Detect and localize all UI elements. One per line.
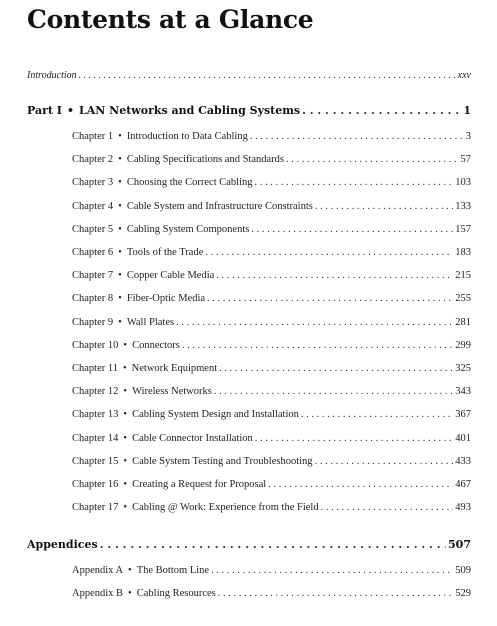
dot-leader — [315, 201, 453, 212]
toc-entry-chapter-title: Cable System and Infrastructure Constraints — [126, 200, 313, 212]
toc-entry-chapter-label — [72, 340, 180, 351]
dot-leader — [255, 177, 454, 188]
toc-entry-appendix-page: 529 — [455, 588, 471, 599]
dot-leader — [321, 502, 454, 513]
dot-leader — [218, 588, 453, 599]
toc-entry-chapter-number: Chapter 10 — [72, 339, 119, 351]
toc-entry-chapter-page: 215 — [455, 270, 471, 282]
toc-entry-chapter-page: 157 — [455, 223, 471, 235]
bullet-separator: • — [118, 316, 122, 328]
bullet-separator: • — [123, 455, 128, 467]
dot-leader — [255, 433, 453, 444]
toc-entry-chapter-number: Chapter 2 — [72, 154, 114, 166]
bullet-separator: • — [122, 363, 127, 374]
toc-entry-chapter-title: Choosing the Correct Cabling — [126, 177, 253, 189]
dot-leader — [268, 479, 453, 490]
toc-entry-chapter-page: 433 — [455, 455, 471, 467]
dot-leader — [301, 409, 453, 420]
toc-entry-appendix-page: 509 — [455, 565, 471, 576]
dot-leader — [79, 70, 456, 81]
toc-entry-chapter-page: 343 — [455, 386, 471, 398]
toc-entry-chapter-13[interactable] — [72, 409, 471, 420]
toc-entry-chapter-label — [72, 433, 253, 444]
toc-entry-chapter-title: Cable Connector Installation — [132, 432, 253, 444]
toc-entry-appendix-label — [72, 588, 216, 599]
appendices-label: Appendices — [27, 538, 98, 551]
toc-entry-chapter-label — [72, 386, 212, 397]
toc-entry-chapter-page: 467 — [455, 479, 471, 490]
toc-entry-chapter-1[interactable] — [72, 131, 471, 142]
bullet-separator: • — [123, 479, 128, 490]
bullet-separator: • — [118, 177, 122, 189]
toc-entry-chapter-page: 401 — [455, 432, 471, 444]
toc-entry-appendix-2[interactable] — [72, 588, 471, 599]
dot-leader — [302, 104, 461, 117]
toc-entry-chapter-4[interactable] — [72, 201, 471, 212]
toc-entry-chapter-10[interactable] — [72, 340, 471, 351]
toc-entry-chapter-label — [72, 154, 284, 165]
toc-entry-chapter-number: Chapter 5 — [72, 223, 114, 235]
bullet-separator: • — [118, 223, 122, 235]
toc-entry-chapter-page: 133 — [455, 200, 471, 212]
toc-entry-chapter-title: Cabling Specifications and Standards — [126, 154, 284, 166]
toc-entry-chapter-label — [72, 270, 214, 281]
part-number: Part I — [27, 104, 62, 117]
toc-entry-chapter-page: 281 — [455, 316, 471, 328]
toc-entry-chapter-label — [72, 201, 313, 212]
dot-leader — [315, 456, 454, 467]
bullet-separator: • — [128, 565, 132, 576]
toc-entry-chapter-number: Chapter 8 — [72, 293, 114, 305]
dot-leader — [214, 386, 453, 397]
toc-entry-chapter-12[interactable] — [72, 386, 471, 397]
toc-entry-appendix-1[interactable] — [72, 565, 471, 576]
dot-leader — [176, 317, 453, 328]
toc-entry-chapter-number: Chapter 4 — [72, 200, 114, 212]
part-title: LAN Networks and Cabling Systems — [79, 104, 301, 117]
toc-entry-chapter-title: Copper Cable Media — [126, 270, 215, 282]
toc-entry-chapter-title: Cabling System Design and Installation — [132, 409, 299, 421]
toc-entry-chapter-8[interactable] — [72, 293, 471, 304]
toc-entry-chapter-title: Introduction to Data Cabling — [126, 131, 248, 142]
toc-entry-chapter-page: 325 — [455, 363, 471, 374]
toc-entry-chapter-page: 103 — [455, 177, 471, 189]
toc-entry-chapter-number: Chapter 15 — [72, 455, 119, 467]
toc-entry-chapter-label — [72, 247, 203, 258]
dot-leader — [286, 154, 459, 165]
bullet-separator: • — [123, 432, 128, 444]
toc-entry-chapter-9[interactable] — [72, 317, 471, 328]
toc-entry-chapter-title: Network Equipment — [131, 363, 218, 374]
toc-entry-chapter-title: Wireless Networks — [132, 386, 212, 398]
toc-entry-chapter-label — [72, 177, 253, 188]
toc-entry-chapter-14[interactable] — [72, 433, 471, 444]
toc-entry-chapter-page: 3 — [465, 131, 471, 142]
toc-entry-chapter-3[interactable] — [72, 177, 471, 188]
bullet-separator: • — [118, 154, 122, 166]
toc-entry-chapter-7[interactable] — [72, 270, 471, 281]
toc-entry-chapter-title: Wall Plates — [126, 316, 175, 328]
toc-entry-chapter-number: Chapter 1 — [72, 131, 114, 142]
bullet-separator: • — [123, 502, 128, 514]
toc-entry-chapter-number: Chapter 7 — [72, 270, 114, 282]
toc-entry-chapter-number: Chapter 9 — [72, 316, 114, 328]
toc-entry-chapter-number: Chapter 13 — [72, 409, 119, 421]
toc-entry-appendix-title: The Bottom Line — [136, 565, 210, 576]
toc-entry-chapter-15[interactable] — [72, 456, 471, 467]
bullet-separator: • — [66, 104, 74, 117]
toc-entry-part-1[interactable] — [27, 104, 471, 117]
bullet-separator: • — [118, 131, 122, 142]
toc-entry-chapter-page: 183 — [455, 247, 471, 258]
bullet-separator: • — [118, 293, 122, 305]
toc-entry-chapter-6[interactable] — [72, 247, 471, 258]
dot-leader — [100, 538, 446, 551]
dot-leader — [219, 363, 453, 374]
toc-entry-chapter-label — [72, 456, 313, 467]
dot-leader — [207, 293, 453, 304]
toc-entry-chapter-label — [72, 224, 249, 235]
page-title: Contents at a Glance — [27, 5, 314, 34]
toc-entry-chapter-number: Chapter 14 — [72, 432, 119, 444]
toc-entry-chapter-label — [72, 293, 205, 304]
toc-entry-chapter-title: Cable System Testing and Troubleshooting — [132, 455, 313, 467]
toc-entry-appendix-label — [72, 565, 209, 576]
toc-entry-chapter-11[interactable] — [72, 363, 471, 374]
bullet-separator: • — [123, 339, 128, 351]
toc-entry-chapter-title: Creating a Request for Proposal — [132, 479, 267, 490]
appendices-page: 507 — [448, 538, 471, 551]
toc-entry-chapter-title: Fiber-Optic Media — [126, 293, 206, 305]
toc-entry-chapter-label — [72, 363, 217, 374]
toc-entry-chapter-16[interactable] — [72, 479, 471, 490]
part-label — [27, 104, 300, 117]
bullet-separator: • — [123, 386, 128, 398]
bullet-separator: • — [118, 270, 122, 282]
toc-entry-chapter-number: Chapter 3 — [72, 177, 114, 189]
dot-leader — [182, 340, 453, 351]
toc-entry-appendix-number: Appendix B — [72, 588, 124, 599]
dot-leader — [211, 565, 453, 576]
bullet-separator: • — [118, 200, 122, 212]
dot-leader — [251, 224, 453, 235]
toc-entry-chapter-page: 255 — [455, 293, 471, 305]
dot-leader — [250, 131, 464, 142]
toc-entry-introduction[interactable] — [27, 70, 471, 81]
part-page: 1 — [463, 104, 471, 117]
toc-entry-chapter-label — [72, 317, 174, 328]
toc-entry-chapter-number: Chapter 16 — [72, 479, 119, 490]
toc-entry-appendix-number: Appendix A — [72, 565, 124, 576]
introduction-page: xxv — [457, 70, 471, 81]
toc-entry-chapter-page: 57 — [460, 154, 471, 166]
toc-entry-chapter-title: Cabling @ Work: Experience from the Field — [132, 502, 319, 514]
introduction-label: Introduction — [27, 70, 77, 81]
toc-entry-chapter-17[interactable] — [72, 502, 471, 513]
toc-entry-chapter-2[interactable] — [72, 154, 471, 165]
toc-entry-chapter-title: Tools of the Trade — [126, 247, 204, 258]
toc-entry-chapter-page: 493 — [455, 502, 471, 514]
bullet-separator: • — [128, 588, 132, 599]
toc-entry-chapter-title: Cabling System Components — [126, 223, 250, 235]
bullet-separator: • — [123, 409, 128, 421]
toc-entry-chapter-label — [72, 502, 319, 513]
toc-entry-chapter-page: 299 — [455, 339, 471, 351]
toc-entry-appendix-title: Cabling Resources — [136, 588, 216, 599]
toc-entry-chapter-5[interactable] — [72, 224, 471, 235]
dot-leader — [216, 270, 453, 281]
toc-entry-chapter-number: Chapter 12 — [72, 386, 119, 398]
toc-entry-appendices[interactable] — [27, 538, 471, 551]
dot-leader — [205, 247, 453, 258]
toc-entry-chapter-label — [72, 409, 299, 420]
toc-entry-chapter-label — [72, 479, 266, 490]
toc-entry-chapter-number: Chapter 6 — [72, 247, 114, 258]
toc-entry-chapter-title: Connectors — [132, 339, 180, 351]
toc-entry-chapter-number: Chapter 11 — [72, 363, 118, 374]
toc-entry-chapter-number: Chapter 17 — [72, 502, 119, 514]
bullet-separator: • — [118, 247, 122, 258]
toc-entry-chapter-page: 367 — [455, 409, 471, 421]
toc-entry-chapter-label — [72, 131, 248, 142]
